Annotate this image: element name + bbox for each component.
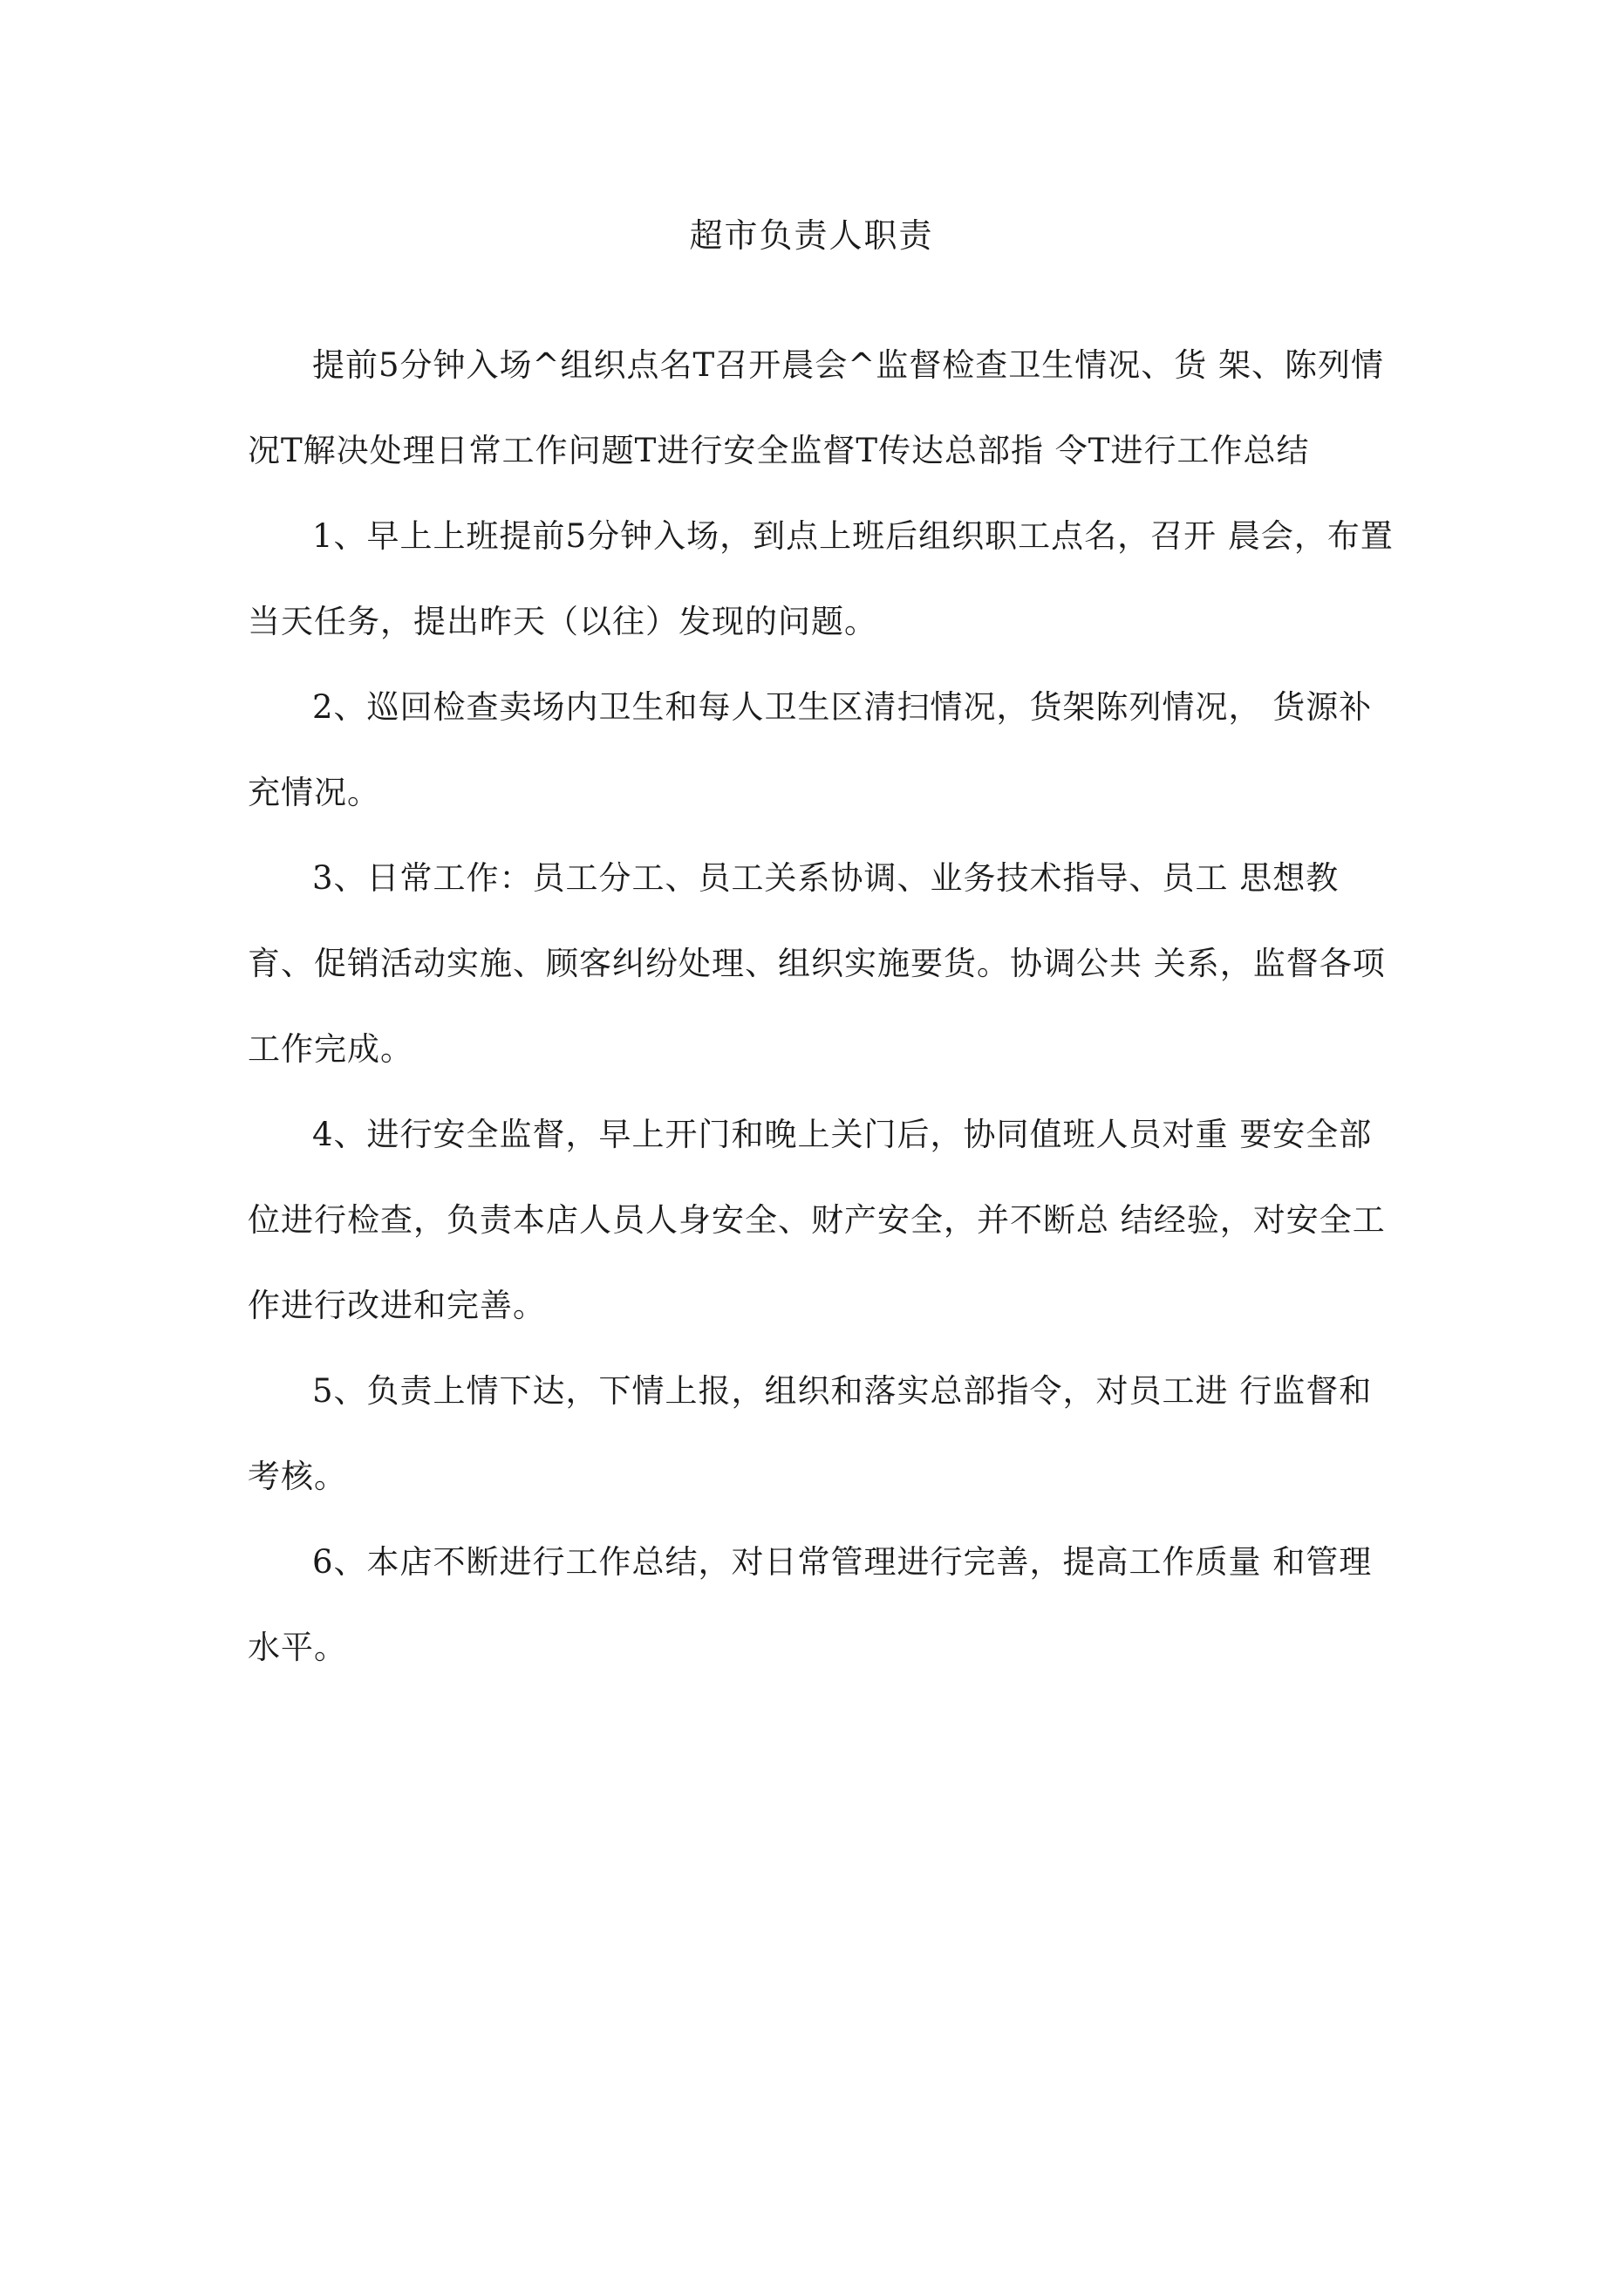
paragraph-item-1: 1、早上上班提前5分钟入场，到点上班后组织职工点名，召开 晨会，布置当天任务，提出昨天（以往）发现的问题。	[248, 517, 1394, 640]
paragraph-item-5: 5、负责上情下达，下情上报，组织和落实总部指令，对员工进 行监督和考核。	[248, 1372, 1373, 1495]
document-body	[248, 323, 1399, 1691]
document-title: 超市负责人职责	[689, 216, 934, 255]
paragraph-item-4: 4、进行安全监督，早上开门和晚上关门后，协同值班人员对重 要安全部位进行检查，负责本店人员人身安全、财产安全，并不断总 结经验，对安全工作进行改进和完善。	[248, 1116, 1386, 1324]
paragraph-item-2: 2、巡回检查卖场内卫生和每人卫生区清扫情况，货架陈列情况， 货源补充情况。	[248, 688, 1373, 811]
paragraph-item-6: 6、本店不断进行工作总结，对日常管理进行完善，提高工作质量 和管理水平。	[248, 1543, 1373, 1666]
paragraph-summary: 提前5分钟入场^组织点名T召开晨会^监督检查卫生情况、货 架、陈列情况T解决处理日常工作问题T进行安全监督T传达总部指 令T进行工作总结	[248, 346, 1384, 469]
paragraph-item-3: 3、日常工作：员工分工、员工关系协调、业务技术指导、员工 思想教育、促销活动实施、顾客纠纷处理、组织实施要货。协调公共 关系，监督各项工作完成。	[248, 859, 1386, 1068]
